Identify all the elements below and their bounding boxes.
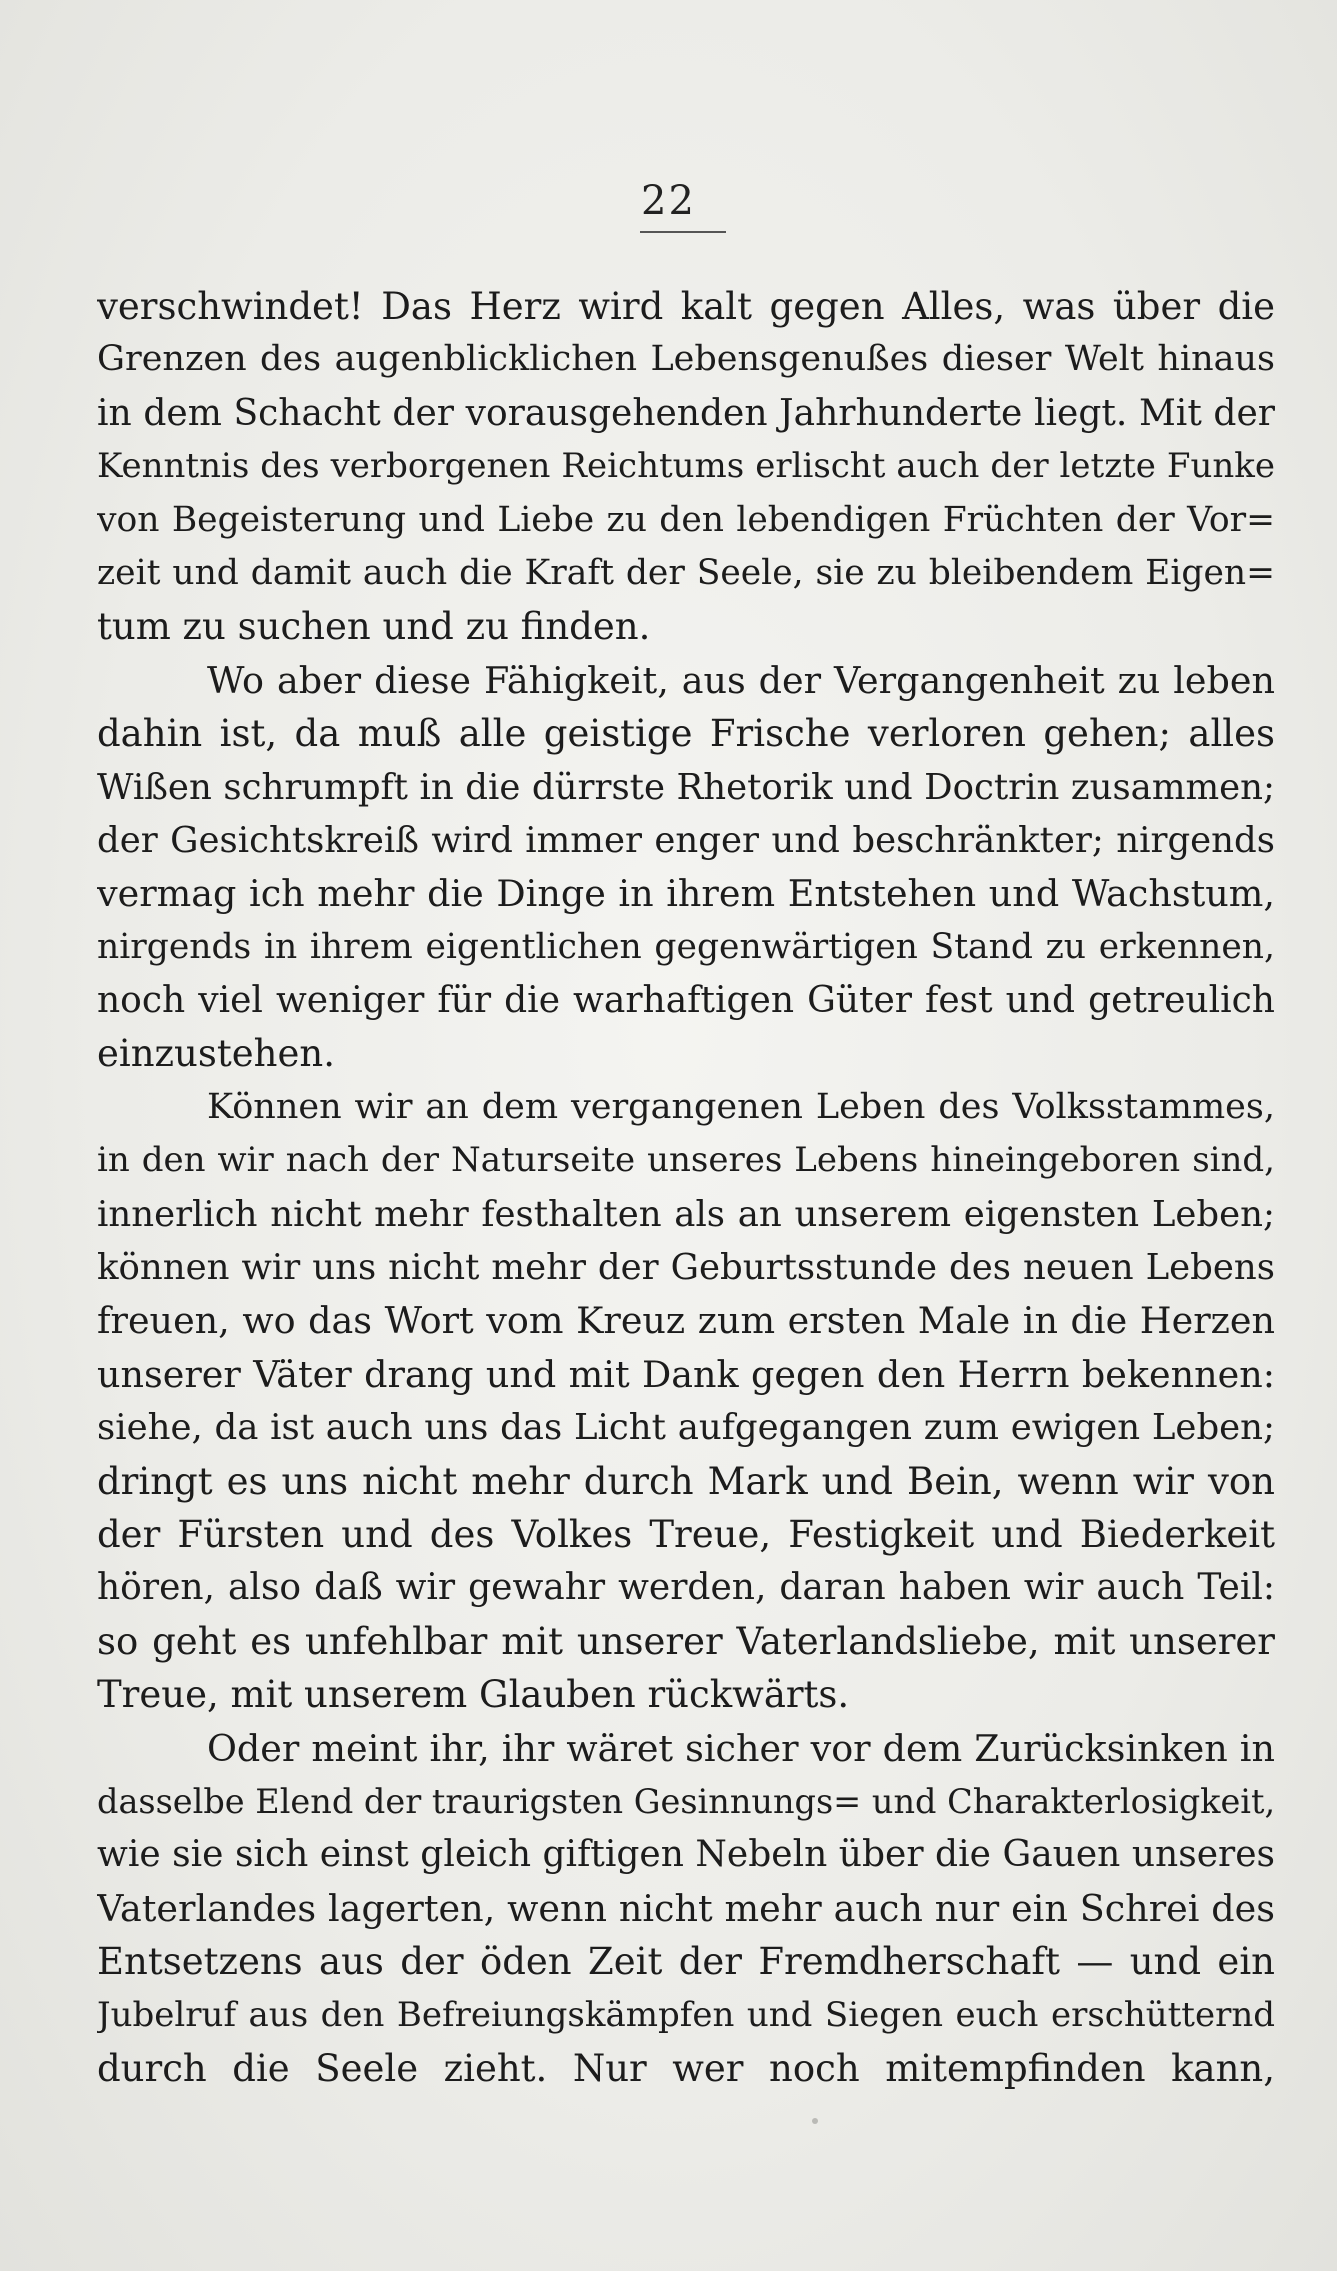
text-line: so geht es unfehlbar mit unserer Vaterlandsliebe, mit unserer xyxy=(97,1619,1275,1663)
text-line: Wißen schrumpft in die dürrste Rhetorik und Doctrin zusammen; xyxy=(97,766,1275,808)
text-line: Kenntnis des verborgenen Reichtums erlischt auch der letzte Funke xyxy=(97,446,1275,487)
text-line: Können wir an dem vergangenen Leben des Volksstammes, xyxy=(207,1086,1275,1127)
text-line: dasselbe Elend der traurigsten Gesinnungs= und Charakterlosigkeit, xyxy=(97,1781,1275,1821)
text-line: verschwindet! Das Herz wird kalt gegen Alles, was über die xyxy=(97,285,1275,328)
text-line: einzustehen. xyxy=(97,1032,335,1076)
text-line: tum zu suchen und zu finden. xyxy=(97,605,651,649)
body-text xyxy=(97,280,1275,2095)
text-line: hören, also daß wir gewahr werden, daran haben wir auch Teil: xyxy=(97,1567,1275,1609)
text-line: noch viel weniger für die warhaftigen Güter fest und getreulich xyxy=(97,980,1275,1022)
text-line: innerlich nicht mehr festhalten als an unserem eigensten Leben; xyxy=(97,1193,1275,1235)
page-number-rule xyxy=(640,231,726,233)
text-line: Wo aber diese Fähigkeit, aus der Vergangenheit zu leben xyxy=(207,658,1275,702)
text-line: Vaterlandes lagerten, wenn nicht mehr auch nur ein Schrei des xyxy=(97,1886,1275,1930)
paper-spot xyxy=(812,2118,818,2124)
text-line: zeit und damit auch die Kraft der Seele, sie zu bleibendem Eigen= xyxy=(97,552,1275,593)
text-line: von Begeisterung und Liebe zu den lebendigen Früchten der Vor= xyxy=(97,499,1275,540)
text-line: können wir uns nicht mehr der Geburtsstunde des neuen Lebens xyxy=(97,1247,1275,1289)
text-line: der Fürsten und des Volkes Treue, Festigkeit und Biederkeit xyxy=(97,1512,1275,1556)
text-line: dahin ist, da muß alle geistige Frische verloren gehen; alles xyxy=(97,712,1275,756)
text-line: in dem Schacht der vorausgehenden Jahrhunderte liegt. Mit der xyxy=(97,392,1275,434)
text-line: vermag ich mehr die Dinge in ihrem Entstehen und Wachstum, xyxy=(97,872,1275,916)
text-line: Oder meint ihr, ihr wäret sicher vor dem Zurücksinken in xyxy=(207,1726,1275,1770)
text-line: nirgends in ihrem eigentlichen gegenwärtigen Stand zu erkennen, xyxy=(97,926,1275,967)
text-line: siehe, da ist auch uns das Licht aufgegangen zum ewigen Leben; xyxy=(97,1407,1275,1449)
text-line: dringt es uns nicht mehr durch Mark und Bein, wenn wir von xyxy=(97,1459,1275,1503)
text-line: Grenzen des augenblicklichen Lebensgenußes dieser Welt hinaus xyxy=(97,339,1275,380)
text-line: der Gesichtskreiß wird immer enger und beschränkter; nirgends xyxy=(97,819,1275,861)
text-line: unserer Väter drang und mit Dank gegen den Herrn bekennen: xyxy=(97,1352,1275,1396)
page-number: 22 xyxy=(641,178,696,224)
text-line: Jubelruf aus den Befreiungskämpfen und Siegen euch erschütternd xyxy=(97,1994,1275,2035)
text-line: wie sie sich einst gleich giftigen Nebeln über die Gauen unseres xyxy=(97,1834,1275,1876)
text-line: Entsetzens aus der öden Zeit der Fremdherschaft — und ein xyxy=(97,1940,1275,1984)
text-line: freuen, wo das Wort vom Kreuz zum ersten Male in die Herzen xyxy=(97,1299,1275,1343)
text-line: Treue, mit unserem Glauben rückwärts. xyxy=(97,1673,850,1717)
text-line: durch die Seele zieht. Nur wer noch mitempfinden kann, xyxy=(97,2046,1275,2090)
text-line: in den wir nach der Naturseite unseres Lebens hineingeboren sind, xyxy=(97,1140,1275,1181)
